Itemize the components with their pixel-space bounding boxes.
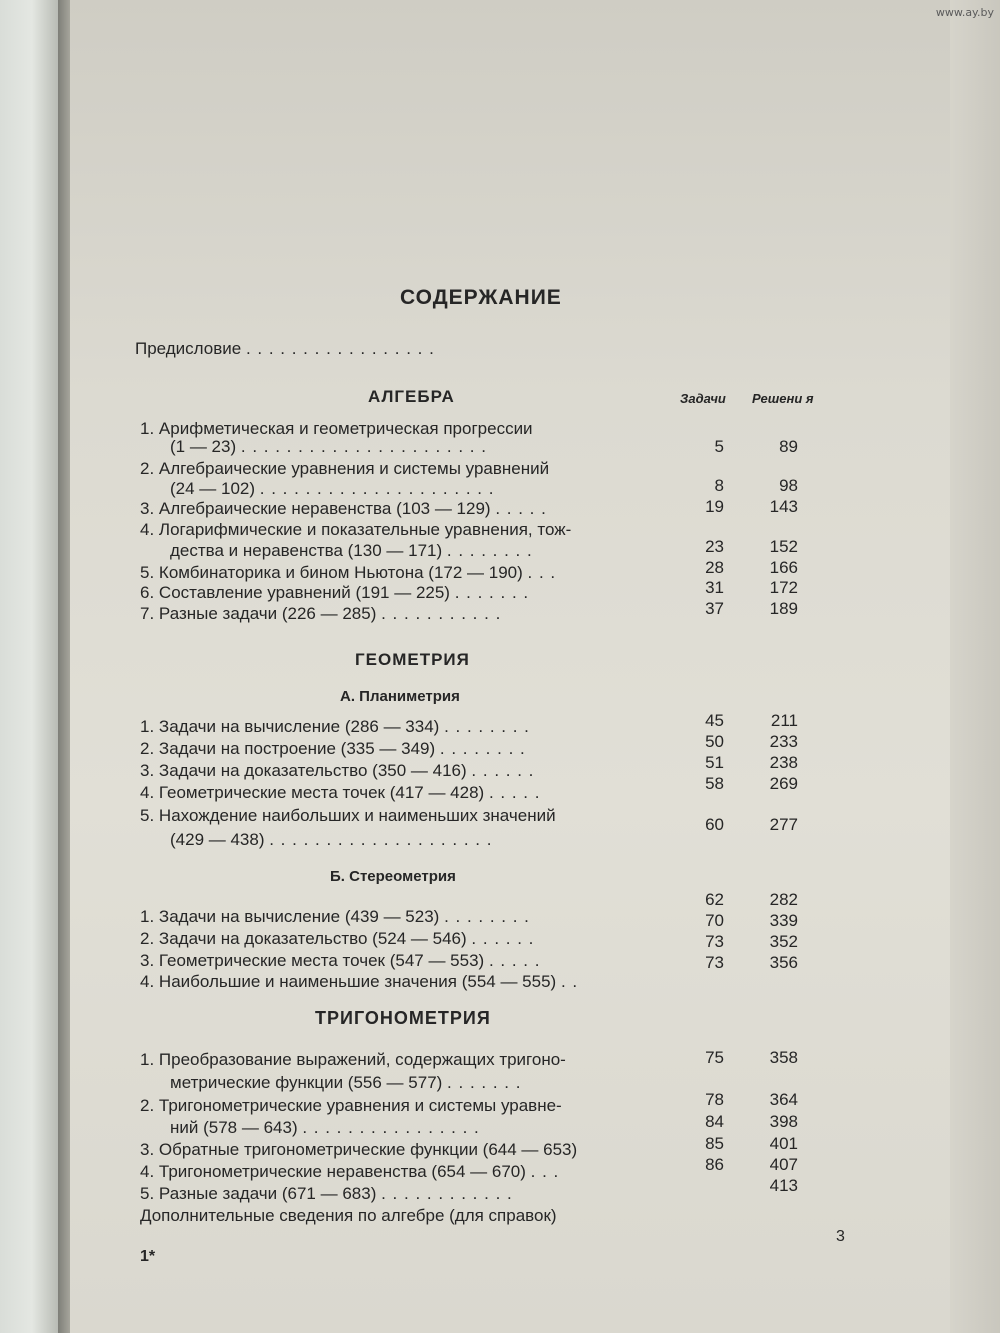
toc-problems-page: 19 [705,497,724,516]
preface-line [135,339,435,359]
algebra-heading: АЛГЕБРА [368,387,455,406]
toc-problems-page: 5 [714,437,724,456]
toc-problems-page: 8 [714,476,724,495]
toc-problems-page: 73 [705,932,724,951]
page-title: СОДЕРЖАНИЕ [400,286,562,309]
toc-entry-text: 4. Логарифмические и показательные уравнения, тож- [140,520,572,539]
toc-entry-text: ний (578 — 643) . . . . . . . . . . . . . . . . [170,1118,480,1137]
toc-solutions-page: 233 [769,732,798,751]
planimetry-heading: А. Планиметрия [340,688,460,705]
appendix-line: Дополнительные сведения по алгебре (для справок) [140,1206,557,1225]
toc-entry-text: 3. Геометрические места точек (547 — 553) . . . . . [140,951,541,970]
toc-entry-text: 3. Задачи на доказательство (350 — 416) . . . . . . [140,761,535,780]
toc-solutions-page: 89 [779,437,798,456]
toc-problems-page: 31 [705,578,724,597]
toc-solutions-page: 398 [769,1112,798,1131]
trigonometry-heading: ТРИГОНОМЕТРИЯ [315,1008,491,1028]
toc-solutions-page: 277 [769,815,798,834]
toc-solutions-page: 352 [769,932,798,951]
toc-problems-page: 73 [705,953,724,972]
toc-entry-text: 1. Арифметическая и геометрическая прогрессии [140,419,533,438]
toc-solutions-page: 339 [769,911,798,930]
toc-entry-text: 4. Геометрические места точек (417 — 428) . . . . . [140,783,541,802]
geometry-heading: ГЕОМЕТРИЯ [355,650,470,669]
toc-problems-page: 23 [705,537,724,556]
toc-entry-text: 2. Алгебраические уравнения и системы уравнений [140,459,550,478]
toc-solutions-page: 401 [769,1134,798,1153]
toc-problems-page: 84 [705,1112,724,1131]
toc-solutions-page: 407 [769,1155,798,1174]
toc-problems-page: 50 [705,732,724,751]
toc-solutions-page: 356 [769,953,798,972]
toc-entry-text: 7. Разные задачи (226 — 285) . . . . . . . . . . . [140,604,502,623]
toc-entry-text: 5. Разные задачи (671 — 683) . . . . . . . . . . . . [140,1184,513,1203]
toc-problems-page: 75 [705,1048,724,1067]
toc-entry-text: 1. Преобразование выражений, содержащих тригоно- [140,1050,566,1069]
toc-problems-page: 60 [705,815,724,834]
toc-problems-page: 37 [705,599,724,618]
book-gutter [58,0,70,1333]
watermark: www.ay.by [935,6,994,19]
toc-problems-page: 85 [705,1134,724,1153]
toc-entry-text: 2. Задачи на доказательство (524 — 546) . . . . . . [140,929,535,948]
toc-entry-text: метрические функции (556 — 577) . . . . . . . [170,1073,522,1092]
toc-problems-page: 78 [705,1090,724,1109]
toc-entry-text: дества и неравенства (130 — 171) . . . . . . . . [170,541,533,560]
toc-entry-text: 5. Комбинаторика и бином Ньютона (172 — 190) . . . [140,563,557,582]
toc-problems-page: 51 [705,753,724,772]
toc-solutions-page: 98 [779,476,798,495]
stereometry-heading: Б. Стереометрия [330,868,456,885]
toc-solutions-page: 364 [769,1090,798,1109]
printer-signature: 1* [140,1248,156,1265]
toc-entry-text: (429 — 438) . . . . . . . . . . . . . . . . . . . . [170,830,493,849]
col-solutions-header: Решени я [752,391,814,406]
toc-solutions-page: 211 [770,711,798,730]
toc-problems-page: 58 [705,774,724,793]
toc-entry-text: 1. Задачи на вычисление (439 — 523) . . . . . . . . [140,907,530,926]
toc-solutions-page: 152 [769,537,798,556]
preface-dots: . . . . . . . . . . . . . . . . . [245,339,435,358]
toc-solutions-page: 166 [769,558,798,577]
toc-entry-text: 6. Составление уравнений (191 — 225) . . . . . . . [140,583,530,602]
toc-problems-page: 70 [705,911,724,930]
toc-solutions-page: 189 [769,599,798,618]
toc-problems-page: 45 [705,711,724,730]
toc-solutions-page: 358 [769,1048,798,1067]
toc-entry-text: 4. Тригонометрические неравенства (654 — 670) . . . [140,1162,560,1181]
toc-solutions-page: 143 [769,497,798,516]
toc-entry-text: 4. Наибольшие и наименьшие значения (554 — 555) . . [140,972,579,991]
toc-problems-page: 28 [705,558,724,577]
book-cover-edge [0,0,58,1333]
toc-entry-text: 3. Обратные тригонометрические функции (644 — 653) [140,1140,578,1159]
toc-entry-text: 1. Задачи на вычисление (286 — 334) . . . . . . . . [140,717,530,736]
toc-solutions-page: 282 [769,890,798,909]
page-edge [950,0,1000,1333]
col-problems-header: Задачи [680,391,726,406]
toc-solutions-page: 172 [769,578,798,597]
preface-label: Предисловие [135,339,242,358]
toc-entry-text: 2. Тригонометрические уравнения и системы уравне- [140,1096,562,1115]
toc-entry-text: (1 — 23) . . . . . . . . . . . . . . . . . . . . . . [170,437,487,456]
toc-entry-text: 2. Задачи на построение (335 — 349) . . . . . . . . [140,739,526,758]
toc-entry-text: 3. Алгебраические неравенства (103 — 129) . . . . . [140,499,547,518]
page-number: 3 [836,1228,845,1245]
toc-entry-text: 5. Нахождение наибольших и наименьших значений [140,806,556,825]
toc-solutions-page: 413 [769,1176,798,1195]
toc-problems-page: 86 [705,1155,724,1174]
toc-solutions-page: 269 [769,774,798,793]
toc-entry-text: (24 — 102) . . . . . . . . . . . . . . . . . . . . . [170,479,495,498]
toc-solutions-page: 238 [769,753,798,772]
toc-problems-page: 62 [705,890,724,909]
